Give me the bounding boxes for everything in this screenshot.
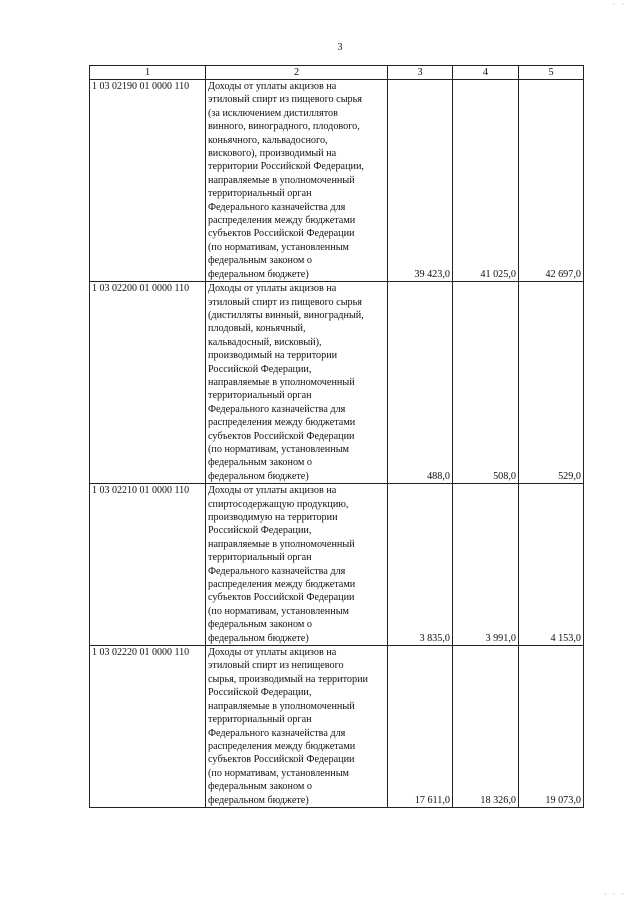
description-line: территориальный орган: [208, 552, 312, 564]
description-cell: [206, 484, 388, 646]
amount-cell-year-3: 4 153,0: [519, 484, 584, 646]
page-number: 3: [337, 42, 343, 53]
table-row: [90, 484, 584, 646]
budget-code-cell: 1 03 02190 01 0000 110: [90, 80, 206, 282]
description-line: федеральном бюджете): [208, 632, 309, 644]
description-line: распределения между бюджетами: [208, 579, 356, 591]
description-line: распределения между бюджетами: [208, 740, 356, 752]
description-line: направляемые в уполномоченный: [208, 174, 355, 186]
description-line: (по нормативам, установленным: [208, 767, 349, 779]
description-line: Федерального казначейства для: [208, 727, 346, 739]
description-line: территориальный орган: [208, 188, 312, 200]
description-line: субъектов Российской Федерации: [208, 754, 355, 766]
description-line: Доходы от уплаты акцизов на: [208, 81, 337, 92]
description-line: этиловый спирт из непищевого: [208, 660, 344, 672]
table-row: [90, 80, 584, 282]
description-line: направляемые в уполномоченный: [208, 700, 355, 712]
description-line: кальвадосный, висковый),: [208, 336, 322, 348]
description-line: Доходы от уплаты акцизов на: [208, 283, 337, 295]
description-line: (по нормативам, установленным: [208, 241, 349, 253]
amount-cell-year-2: 41 025,0: [453, 80, 519, 282]
description-line: федеральным законом о: [208, 619, 312, 631]
description-line: Доходы от уплаты акцизов на: [208, 485, 337, 497]
amount-cell-year-2: 18 326,0: [453, 646, 519, 808]
description-line: Федерального казначейства для: [208, 403, 346, 415]
description-line: сырья, производимый на территории: [208, 673, 369, 685]
amount-cell-year-1: 17 611,0: [388, 646, 453, 808]
description-line: федеральным законом о: [208, 781, 312, 793]
description-line: субъектов Российской Федерации: [208, 430, 355, 442]
description-line: территории Российской Федерации,: [208, 161, 364, 173]
amount-cell-year-3: 529,0: [519, 282, 584, 484]
description-line: Российской Федерации,: [208, 525, 312, 537]
description-line: производимую на территории: [208, 512, 338, 523]
description-line: спиртосодержащую продукцию,: [208, 498, 349, 510]
description-line: коньячного, кальвадосного,: [208, 134, 328, 146]
description-line: (дистилляты винный, виноградный,: [208, 309, 364, 321]
description-line: федеральным законом о: [208, 457, 312, 469]
description-line: федеральном бюджете): [208, 470, 309, 482]
description-line: федеральном бюджете): [208, 794, 309, 806]
corner-mark-bottom: · · ·: [604, 890, 626, 899]
corner-mark-top: · ·: [612, 0, 626, 9]
table-body: [90, 80, 584, 808]
description-line: (за исключением дистиллятов: [208, 107, 338, 119]
description-line: вискового), производимый на: [208, 148, 337, 160]
description-line: производимый на территории: [208, 350, 338, 362]
description-line: этиловый спирт из пищевого сырья: [208, 94, 362, 106]
budget-code-cell: 1 03 02220 01 0000 110: [90, 646, 206, 808]
amount-cell-year-1: 39 423,0: [388, 80, 453, 282]
description-line: плодовый, коньячный,: [208, 323, 306, 335]
amount-cell-year-3: 42 697,0: [519, 80, 584, 282]
amount-cell-year-3: 19 073,0: [519, 646, 584, 808]
description-line: федеральном бюджете): [208, 268, 309, 280]
budget-code-cell: 1 03 02210 01 0000 110: [90, 484, 206, 646]
budget-code-cell: 1 03 02200 01 0000 110: [90, 282, 206, 484]
description-line: Российской Федерации,: [208, 363, 312, 375]
description-line: Российской Федерации,: [208, 687, 312, 699]
column-header-code: 1: [90, 66, 206, 80]
description-line: винного, виноградного, плодового,: [208, 121, 360, 133]
description-cell: [206, 80, 388, 282]
description-line: распределения между бюджетами: [208, 417, 356, 429]
description-line: федеральным законом о: [208, 255, 312, 267]
description-cell: [206, 646, 388, 808]
table-row: [90, 282, 584, 484]
description-line: субъектов Российской Федерации: [208, 228, 355, 240]
description-line: Доходы от уплаты акцизов на: [208, 647, 337, 659]
description-line: Федерального казначейства для: [208, 565, 346, 577]
description-line: субъектов Российской Федерации: [208, 592, 355, 604]
description-line: территориальный орган: [208, 714, 312, 726]
description-line: (по нормативам, установленным: [208, 605, 349, 617]
amount-cell-year-1: 3 835,0: [388, 484, 453, 646]
description-line: направляемые в уполномоченный: [208, 376, 355, 388]
description-line: Федерального казначейства для: [208, 201, 346, 213]
table-header-row: [90, 66, 584, 80]
amount-cell-year-2: 3 991,0: [453, 484, 519, 646]
amount-cell-year-2: 508,0: [453, 282, 519, 484]
description-line: направляемые в уполномоченный: [208, 538, 355, 550]
column-header-year-1: 3: [388, 66, 453, 80]
budget-revenue-table: [89, 65, 584, 808]
column-header-year-3: 5: [519, 66, 584, 80]
column-header-description: 2: [206, 66, 388, 80]
table-row: [90, 646, 584, 808]
description-line: (по нормативам, установленным: [208, 443, 349, 455]
amount-cell-year-1: 488,0: [388, 282, 453, 484]
column-header-year-2: 4: [453, 66, 519, 80]
description-line: этиловый спирт из пищевого сырья: [208, 296, 362, 308]
description-cell: [206, 282, 388, 484]
description-line: территориальный орган: [208, 390, 312, 402]
description-line: распределения между бюджетами: [208, 215, 356, 227]
